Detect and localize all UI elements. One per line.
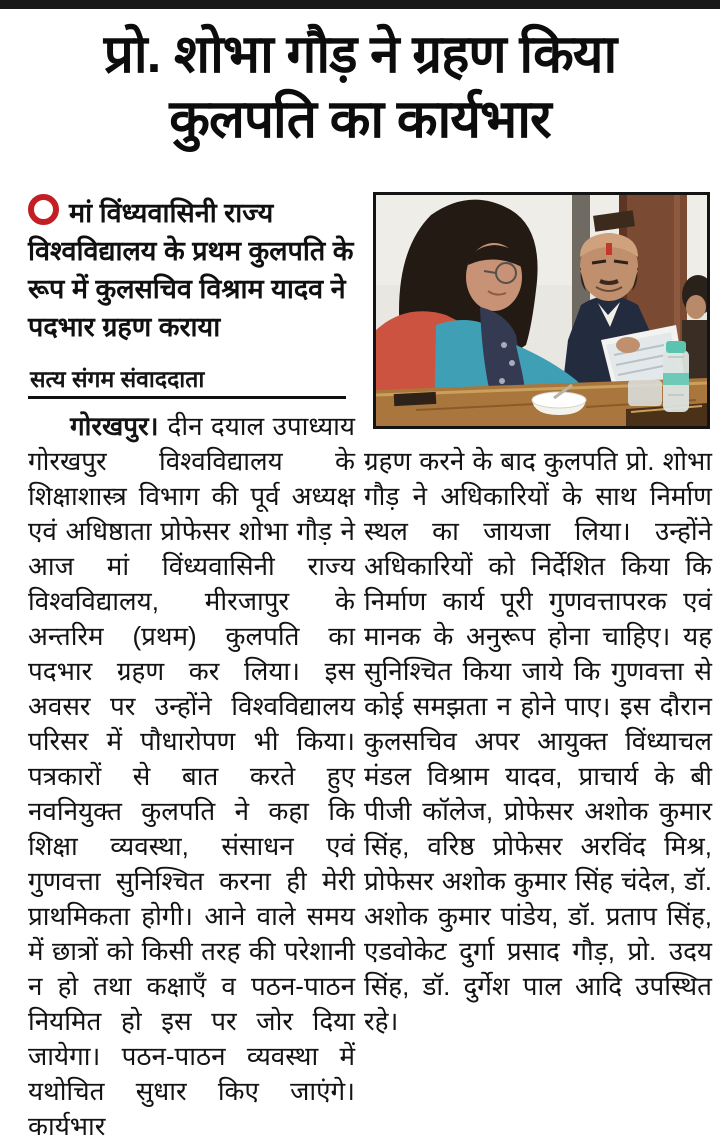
body-paragraph bbox=[28, 409, 355, 1144]
column-1-text: दीन दयाल उपाध्याय गोरखपुर विश्वविद्यालय के शिक्षाशास्त्र विभाग की पूर्व अध्यक्ष एवं अधिष्ठाता प्रोफेसर शोभा गौड़ ने आज मां विंध्यवासिनी राज्य विश्वविद्यालय, मीरजापुर के अन्तरिम (प्रथम) कुलपति का पदभार ग्रहण कर लिया। इस अवसर पर उन्होंने विश्वविद्यालय परिसर में पौधारोपण भी किया। पत्रकारों से बात करते हुए नवनियुक्त कुलपति ने कहा कि शिक्षा व्यवस्था, संसाधन एवं गुणवत्ता सुनिश्चित करना ही मेरी प्राथमिकता होगी। आने वाले समय में छात्रों को किसी तरह की परेशानी न हो तथा कक्षाएँ व पठन-पाठन नियमित हो इस पर जोर दिया जायेगा। पठन-पाठन व्यवस्था में यथोचित सुधार किए जाएंगे। कार्यभार bbox=[28, 411, 355, 1141]
tilak-mark bbox=[606, 243, 612, 255]
lead-summary bbox=[28, 194, 360, 346]
lead-text: मां विंध्यवासिनी राज्य विश्वविद्यालय के प्रथम कुलपति के रूप में कुलसचिव विश्राम यादव ने पदभार ग्रहण कराया bbox=[28, 198, 354, 342]
top-border-bar bbox=[0, 0, 720, 9]
article-headline bbox=[0, 22, 720, 152]
headline-line-1: प्रो. शोभा गौड़ ने ग्रहण किया bbox=[103, 25, 617, 84]
red-ring-bullet-icon bbox=[28, 194, 59, 225]
dateline: गोरखपुर। bbox=[70, 411, 159, 441]
article-column-2 bbox=[364, 444, 712, 1039]
news-photo bbox=[373, 192, 710, 429]
news-photo-illustration bbox=[376, 195, 707, 426]
byline: सत्य संगम संवाददाता bbox=[30, 366, 205, 392]
column-2-text: ग्रहण करने के बाद कुलपति प्रो. शोभा गौड़ ने अधिकारियों के साथ निर्माण स्थल का जायजा लिया। उन्होंने अधिकारियों को निर्देशित किया कि निर्माण कार्य पूरी गुणवत्तापरक एवं मानक के अनुरूप होना चाहिए। यह सुनिश्चित किया जाये कि गुणवत्ता से कोई समझता न होने पाए। इस दौरान कुलसचिव अपर आयुक्त विंध्याचल मंडल विश्राम यादव, प्राचार्य के बी पीजी कॉलेज, प्रोफेसर अशोक कुमार सिंह, वरिष्ठ प्रोफेसर अरविंद मिश्र, प्रोफेसर अशोक कुमार सिंह चंदेल, डॉ. अशोक कुमार पांडेय, डॉ. प्रताप सिंह, एडवोकेट दुर्गा प्रसाद गौड़, प्रो. उदय सिंह, डॉ. दुर्गेश पाल आदि उपस्थित रहे। bbox=[364, 446, 712, 1036]
byline-divider bbox=[28, 396, 346, 399]
headline-line-2: कुलपति का कार्यभार bbox=[169, 90, 551, 149]
body-paragraph bbox=[364, 444, 712, 1039]
article-column-1 bbox=[28, 409, 355, 1144]
